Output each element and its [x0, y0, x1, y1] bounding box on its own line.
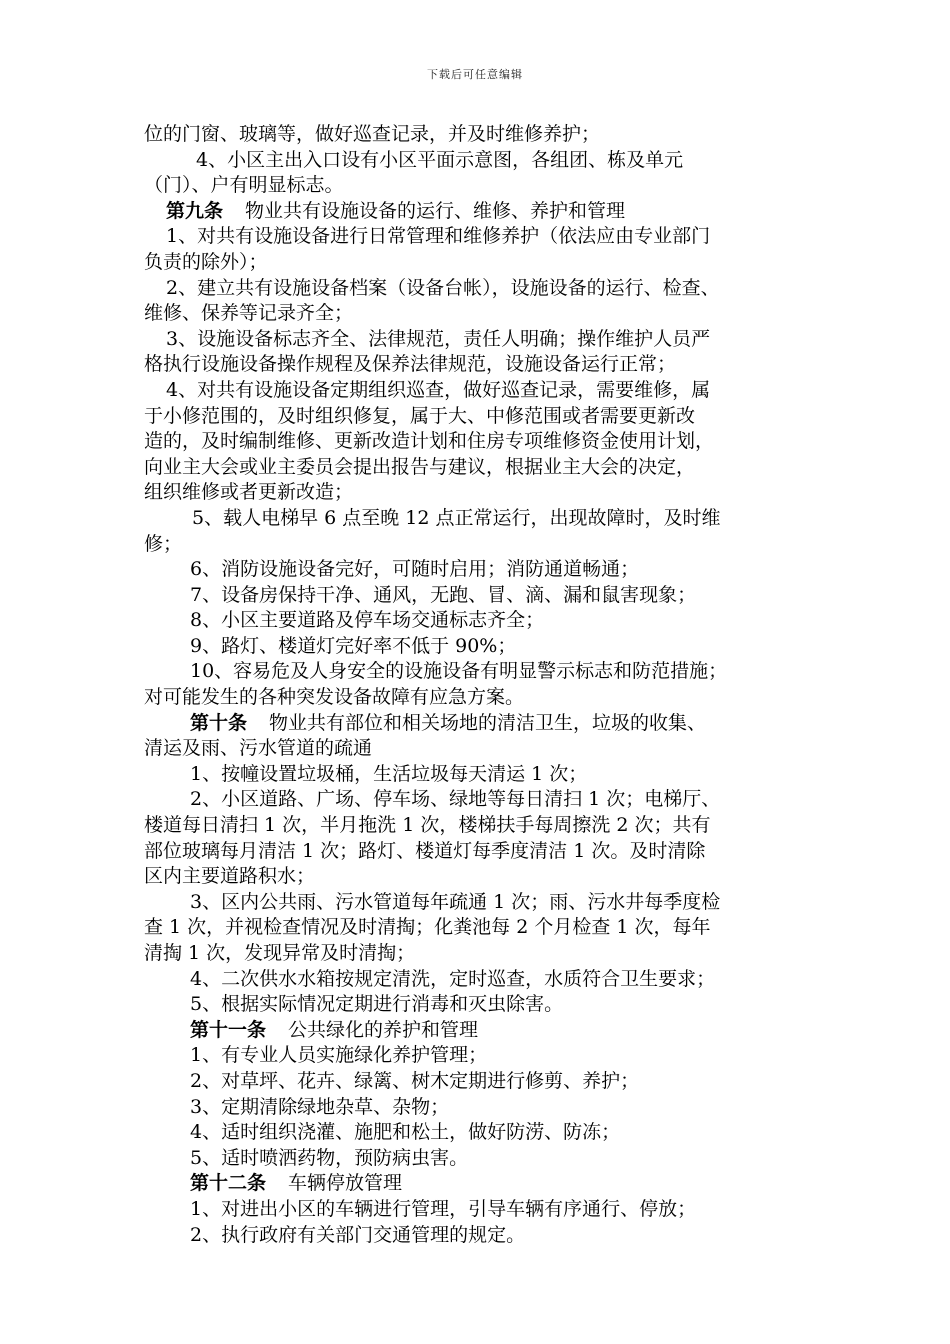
paragraph-line: [144, 634, 834, 660]
line-text: 2、对草坪、花卉、绿篱、树木定期进行修剪、养护；: [190, 1069, 640, 1092]
article-number: 第十二条: [190, 1172, 267, 1195]
article-title: 物业共有部位和相关场地的清洁卫生，垃圾的收集、: [269, 711, 707, 734]
paragraph-line: [144, 762, 834, 788]
line-text: 组织维修或者更新改造；: [144, 481, 354, 504]
paragraph-line: [144, 1069, 834, 1095]
paragraph-line: [144, 941, 834, 967]
article-number: 第十条: [190, 711, 248, 734]
paragraph-line: [144, 250, 834, 276]
paragraph-line: [144, 532, 834, 558]
line-text: 8、小区主要道路及停车场交通标志齐全；: [190, 609, 545, 632]
article-number: 第九条: [166, 199, 224, 222]
line-text: 3、设施设备标志齐全、法律规范，责任人明确；操作维护人员严: [166, 327, 711, 350]
paragraph-line: [144, 352, 834, 378]
line-text: 9、路灯、楼道灯完好率不低于 90%；: [190, 634, 517, 657]
line-text: 3、定期清除绿地杂草、杂物；: [190, 1095, 450, 1118]
paragraph-line: [144, 122, 834, 148]
line-text: 向业主大会或业主委员会提出报告与建议，根据业主大会的决定，: [144, 455, 696, 478]
article-title: 公共绿化的养护和管理: [288, 1018, 479, 1041]
article-title: 车辆停放管理: [288, 1172, 403, 1195]
paragraph-line: [144, 378, 834, 404]
line-text: 清掏 1 次，发现异常及时清掏；: [144, 942, 416, 964]
line-text: 4、二次供水水箱按规定清洗，定时巡查，水质符合卫生要求；: [190, 967, 716, 990]
line-text: 4、小区主出入口设有小区平面示意图，各组团、栋及单元: [196, 148, 684, 171]
line-text: 格执行设施设备操作规程及保养法律规范，设施设备运行正常；: [144, 353, 677, 376]
line-text: 清运及雨、污水管道的疏通: [144, 737, 373, 760]
paragraph-line: [144, 915, 834, 941]
paragraph-line: [144, 224, 834, 250]
line-text: （门）、户有明显标志。: [144, 174, 344, 197]
line-text: 负责的除外）；: [144, 250, 268, 273]
paragraph-line: [144, 736, 834, 762]
paragraph-line: [144, 813, 834, 839]
line-text: 位的门窗、玻璃等，做好巡查记录，并及时维修养护；: [144, 123, 601, 145]
line-text: 2、建立共有设施设备档案（设备台帐），设施设备的运行、检查、: [166, 276, 720, 299]
line-text: 3、区内公共雨、污水管道每年疏通 1 次；雨、污水井每季度检: [190, 890, 721, 913]
paragraph-line: [144, 583, 834, 609]
line-text: 修；: [144, 532, 183, 555]
line-text: 造的，及时编制维修、更新改造计划和住房专项维修资金使用计划，: [144, 430, 715, 453]
line-text: 4、适时组织浇灌、施肥和松土，做好防涝、防冻；: [190, 1121, 621, 1144]
line-text: 于小修范围的，及时组织修复，属于大、中修范围或者需要更新改: [144, 404, 696, 427]
article-heading-line: [144, 711, 834, 737]
paragraph-line: [144, 1120, 834, 1146]
paragraph-line: [144, 890, 834, 916]
paragraph-line: [144, 864, 834, 890]
line-text: 2、执行政府有关部门交通管理的规定。: [190, 1223, 526, 1246]
line-text: 7、设备房保持干净、通风，无跑、冒、滴、漏和鼠害现象；: [190, 583, 697, 606]
line-text: 部位玻璃每月清洁 1 次；路灯、楼道灯每季度清洁 1 次。及时清除: [144, 839, 706, 862]
line-text: 5、适时喷洒药物，预防病虫害。: [190, 1146, 469, 1169]
article-number: 第十一条: [190, 1018, 267, 1041]
paragraph-line: [144, 148, 834, 174]
line-text: 区内主要道路积水；: [144, 865, 316, 888]
line-text: 5、载人电梯早 6 点至晚 12 点正常运行，出现故障时，及时维: [192, 506, 721, 529]
paragraph-line: [144, 685, 834, 711]
line-text: 4、对共有设施设备定期组织巡查，做好巡查记录，需要维修，属: [166, 378, 711, 401]
paragraph-line: [144, 327, 834, 353]
paragraph-line: [144, 787, 834, 813]
article-heading-line: [144, 1171, 834, 1197]
line-text: 对可能发生的各种突发设备故障有应急方案。: [144, 686, 525, 709]
paragraph-line: [144, 455, 834, 481]
line-text: 1、按幢设置垃圾桶，生活垃圾每天清运 1 次；: [190, 762, 588, 785]
paragraph-line: [144, 1197, 834, 1223]
paragraph-line: [144, 1223, 834, 1249]
line-text: 1、对进出小区的车辆进行管理，引导车辆有序通行、停放；: [190, 1197, 697, 1220]
paragraph-line: [144, 301, 834, 327]
paragraph-line: [144, 173, 834, 199]
paragraph-line: [144, 608, 834, 634]
article-heading-line: [144, 199, 834, 225]
paragraph-line: [144, 992, 834, 1018]
article-title: 物业共有设施设备的运行、维修、养护和管理: [245, 199, 626, 222]
paragraph-line: [144, 1043, 834, 1069]
line-text: 6、消防设施设备完好，可随时启用；消防通道畅通；: [190, 558, 640, 581]
paragraph-line: [144, 839, 834, 865]
line-text: 5、根据实际情况定期进行消毒和灭虫除害。: [190, 993, 564, 1016]
paragraph-line: [144, 480, 834, 506]
paragraph-line: [144, 404, 834, 430]
paragraph-line: [144, 276, 834, 302]
document-body: [144, 122, 834, 1248]
line-text: 1、对共有设施设备进行日常管理和维修养护（依法应由专业部门: [166, 225, 711, 248]
paragraph-line: [144, 557, 834, 583]
paragraph-line: [144, 1095, 834, 1121]
article-heading-line: [144, 1018, 834, 1044]
paragraph-line: [144, 659, 834, 685]
line-text: 维修、保养等记录齐全；: [144, 302, 354, 325]
line-text: 10、容易危及人身安全的设施设备有明显警示标志和防范措施；: [190, 660, 728, 683]
paragraph-line: [144, 429, 834, 455]
paragraph-line: [144, 1146, 834, 1172]
line-text: 楼道每日清扫 1 次，半月拖洗 1 次，楼梯扶手每周擦洗 2 次；共有: [144, 814, 711, 837]
line-text: 1、有专业人员实施绿化养护管理；: [190, 1044, 488, 1067]
paragraph-line: [144, 967, 834, 993]
paragraph-line: [144, 506, 834, 532]
page-header-watermark: 下载后可任意编辑: [427, 68, 523, 81]
line-text: 查 1 次，并视检查情况及时清掏；化粪池每 2 个月检查 1 次，每年: [144, 916, 711, 939]
line-text: 2、小区道路、广场、停车场、绿地等每日清扫 1 次；电梯厅、: [190, 788, 721, 811]
